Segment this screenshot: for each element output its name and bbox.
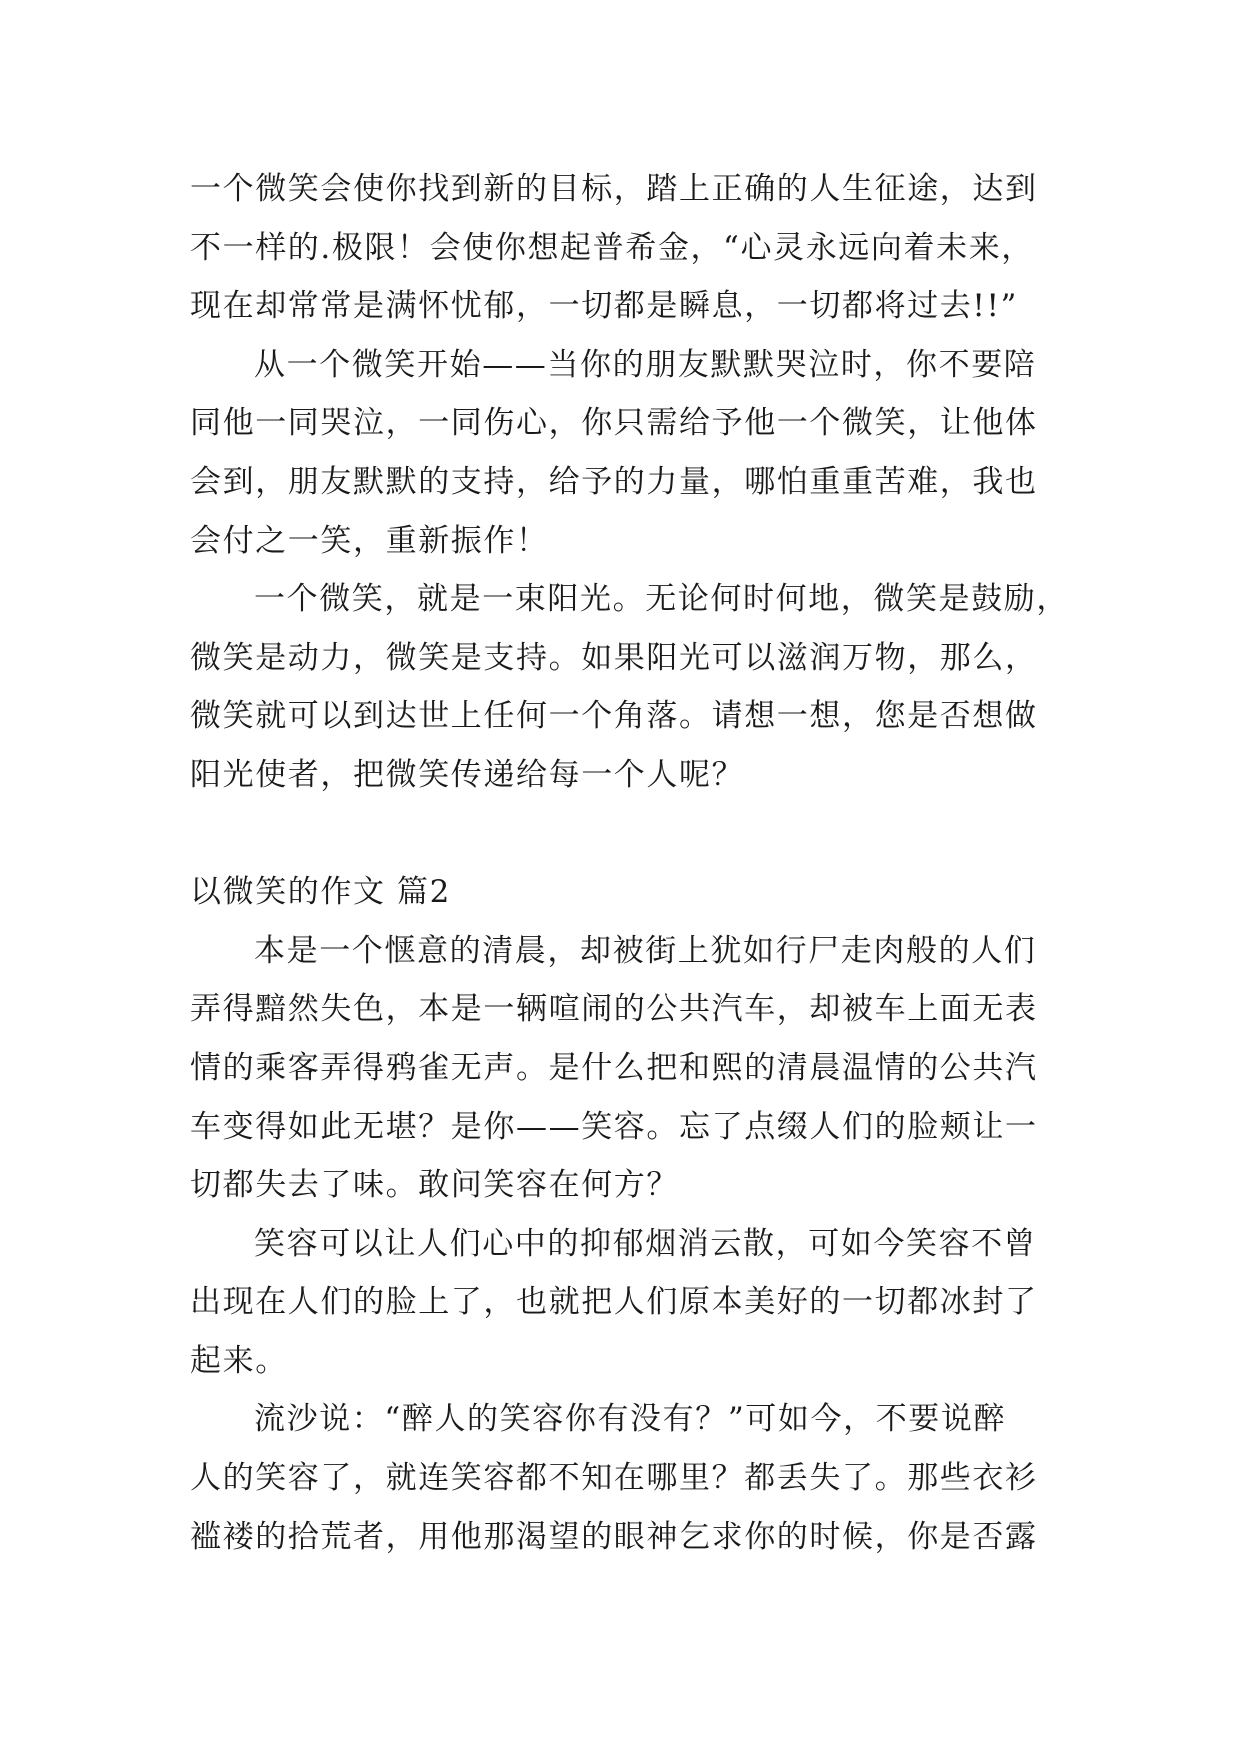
text-line: 流沙说：“醉人的笑容你有没有？”可如今，不要说醉 — [254, 1401, 1007, 1438]
text-line: 微笑是动力，微笑是支持。如果阳光可以滋润万物，那么， — [190, 639, 1038, 676]
text-line: 起来。 — [190, 1342, 288, 1379]
paragraph-gap — [190, 805, 1060, 864]
text-line: 从一个微笑开始——当你的朋友默默哭泣时，你不要陪 — [254, 346, 1037, 383]
text-line: 微笑就可以到达世上任何一个角落。请想一想，您是否想做 — [190, 698, 1038, 735]
text-line: 出现在人们的脸上了，也就把人们原本美好的一切都冰封了 — [190, 1284, 1038, 1321]
essay-body — [190, 160, 1069, 1566]
text-line: 会付之一笑，重新振作！ — [190, 522, 549, 559]
text-line: 一个微笑会使你找到新的目标，踏上正确的人生征途，达到 — [190, 171, 1038, 207]
text-line: 一个微笑，就是一束阳光。无论何时何地，微笑是鼓励， — [254, 581, 1069, 618]
text-line: 切都失去了味。敢问笑容在何方？ — [190, 1167, 679, 1204]
text-line: 不一样的.极限！会使你想起普希金，“心灵永远向着未来， — [190, 229, 1034, 266]
text-line: 会到，朋友默默的支持，给予的力量，哪怕重重苦难，我也 — [190, 463, 1038, 500]
text-line: 人的笑容了，就连笑容都不知在哪里？都丢失了。那些衣衫 — [190, 1460, 1038, 1497]
text-line: 本是一个惬意的清晨，却被街上犹如行尸走肉般的人们 — [254, 932, 1037, 969]
section-heading: 以微笑的作文 篇2 — [190, 874, 451, 911]
text-line: 情的乘客弄得鸦雀无声。是什么把和熙的清晨温情的公共汽 — [190, 1049, 1038, 1086]
text-line: 同他一同哭泣，一同伤心，你只需给予他一个微笑，让他体 — [190, 405, 1038, 442]
text-line: 弄得黯然失色，本是一辆喧闹的公共汽车，却被车上面无表 — [190, 991, 1038, 1028]
text-line: 褴褛的拾荒者，用他那渴望的眼神乞求你的时候，你是否露 — [190, 1518, 1038, 1555]
text-line: 阳光使者，把微笑传递给每一个人呢？ — [190, 756, 745, 793]
text-line: 笑容可以让人们心中的抑郁烟消云散，可如今笑容不曾 — [254, 1225, 1037, 1262]
text-line: 现在却常常是满怀忧郁，一切都是瞬息，一切都将过去!!” — [190, 288, 1018, 325]
text-line: 车变得如此无堪？是你——笑容。忘了点缀人们的脸颊让一 — [190, 1108, 1038, 1145]
